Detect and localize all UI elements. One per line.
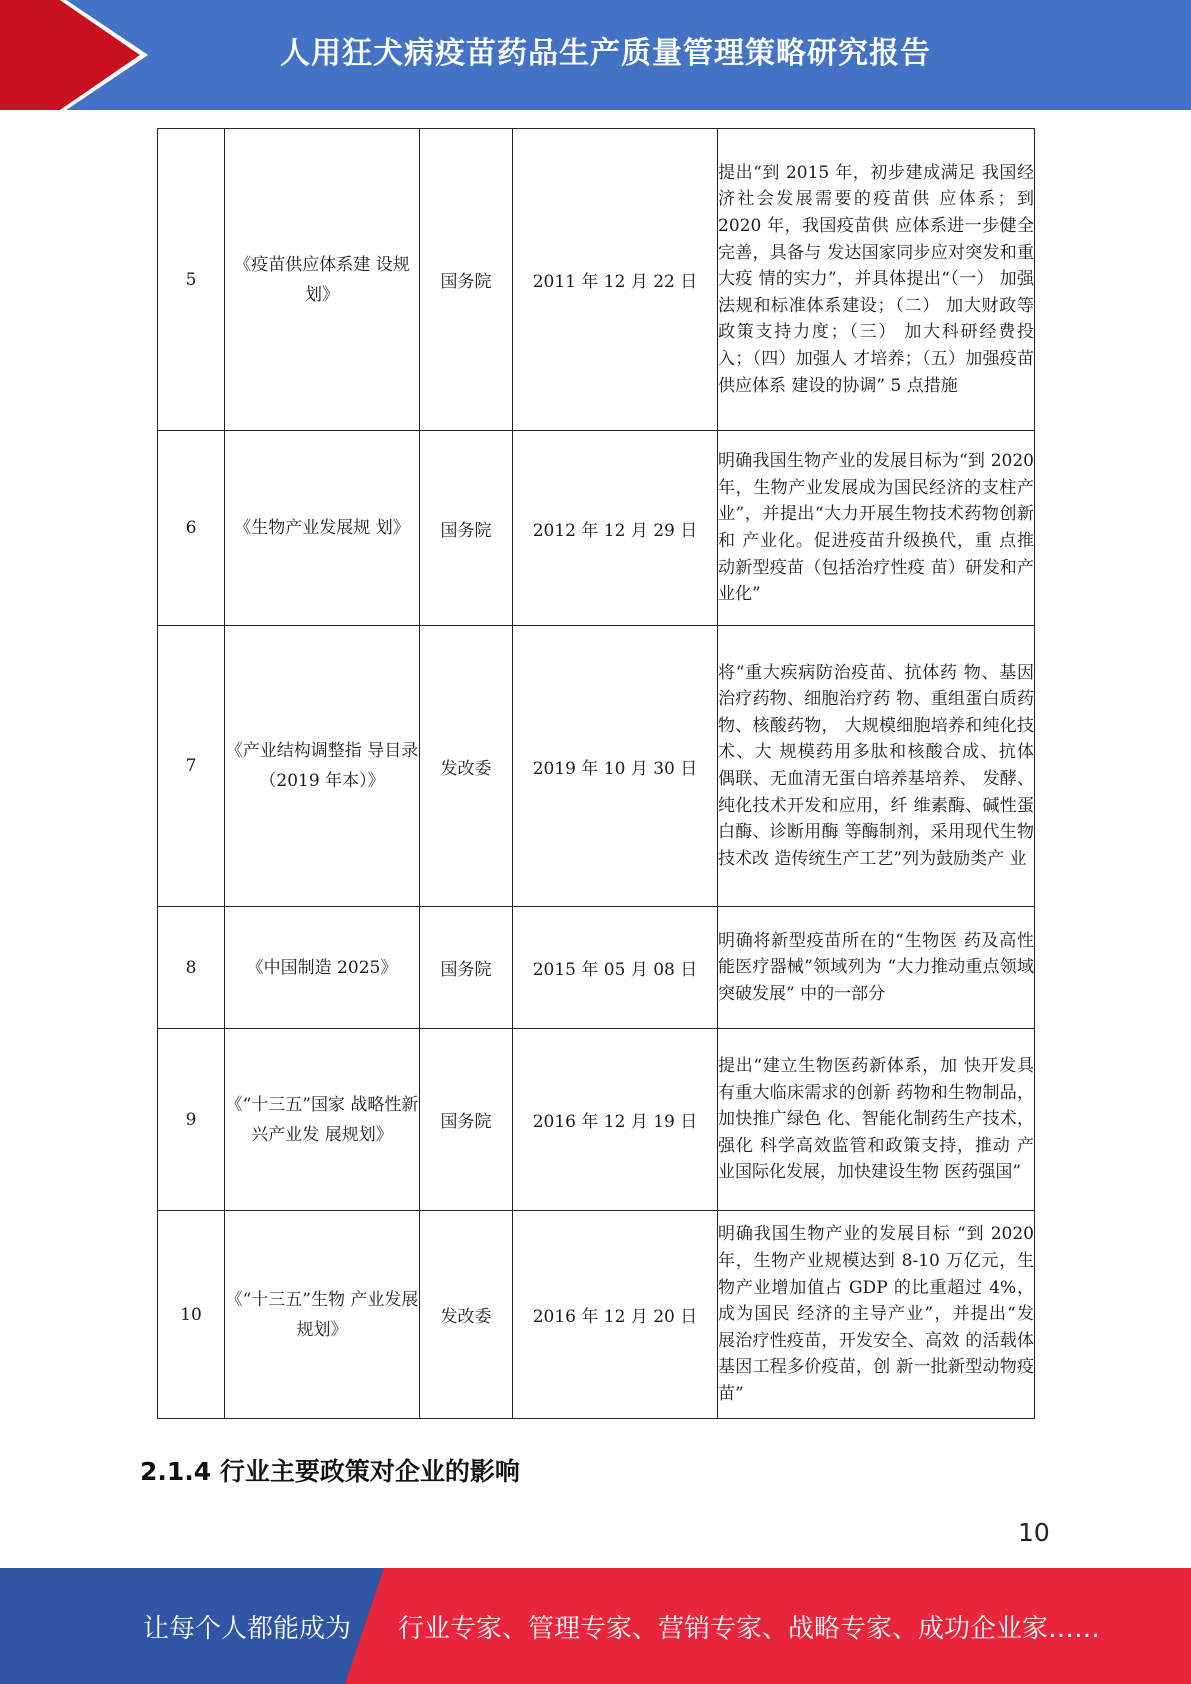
row-number: 7 <box>158 626 225 907</box>
report-title: 人用狂犬病疫苗药品生产质量管理策略研究报告 <box>280 36 931 71</box>
policy-description: 明确将新型疫苗所在的“生物医 药及高性能医疗器械”领域列为 “大力推动重点领域突破发展” 中的一部分 <box>718 907 1035 1029</box>
policy-name: 《中国制造 2025》 <box>225 907 420 1029</box>
table-row <box>158 907 1035 1029</box>
issuing-authority: 国务院 <box>420 129 513 431</box>
policy-name: 《“十三五”国家 战略性新兴产业发 展规划》 <box>225 1029 420 1211</box>
issue-date: 2015 年 05 月 08 日 <box>513 907 718 1029</box>
policy-name: 《产业结构调整指 导目录（2019 年本）》 <box>225 626 420 907</box>
row-number: 9 <box>158 1029 225 1211</box>
issuing-authority: 国务院 <box>420 431 513 626</box>
issuing-authority: 国务院 <box>420 907 513 1029</box>
footer-slogan-right: 行业专家、管理专家、营销专家、战略专家、成功企业家…… <box>398 1614 1101 1644</box>
footer-slogan-left: 让每个人都能成为 <box>143 1614 352 1644</box>
policy-description: 提出“到 2015 年，初步建成满足 我国经济社会发展需要的疫苗供 应体系；到 2020 年，我国疫苗供 应体系进一步健全完善，具备与 发达国家同步应对突发和重大疫 情的实力”，并具体提出“（一） 加强法规和标准体系建设；（二） 加大财政等政策支持力度；（三） 加大科研经费投入；（四）加强人 才培养；（五）加强疫苗供应体系 建设的协调” 5 点措施 <box>718 129 1035 431</box>
row-number: 6 <box>158 431 225 626</box>
policy-name: 《生物产业发展规 划》 <box>225 431 420 626</box>
issue-date: 2019 年 10 月 30 日 <box>513 626 718 907</box>
row-number: 10 <box>158 1211 225 1419</box>
page-header <box>0 0 1191 110</box>
policy-description: 明确我国生物产业的发展目标为“到 2020 年，生物产业发展成为国民经济的支柱产业”，并提出“大力开展生物技术药物创新和 产业化。促进疫苗升级换代，重 点推动新型疫苗（包括治疗性疫 苗）研发和产业化” <box>718 431 1035 626</box>
policy-description: 将“重大疾病防治疫苗、抗体药 物、基因治疗药物、细胞治疗药 物、重组蛋白质药物、核酸药物， 大规模细胞培养和纯化技术、大 规模药用多肽和核酸合成、抗体 偶联、无血清无蛋白培养基培养、 发酵、纯化技术开发和应用，纤 维素酶、碱性蛋白酶、诊断用酶 等酶制剂，采用现代生物技术改 造传统生产工艺”列为鼓励类产 业 <box>718 626 1035 907</box>
issue-date: 2011 年 12 月 22 日 <box>513 129 718 431</box>
policy-description: 明确我国生物产业的发展目标 “到 2020 年，生物产业规模达到 8-10 万亿元，生物产业增加值占 GDP 的比重超过 4%，成为国民 经济的主导产业”，并提出“发 展治疗性疫苗，开发安全、高效 的活载体基因工程多价疫苗，创 新一批新型动物疫苗” <box>718 1211 1035 1419</box>
issuing-authority: 发改委 <box>420 626 513 907</box>
issue-date: 2016 年 12 月 19 日 <box>513 1029 718 1211</box>
table-row <box>158 1211 1035 1419</box>
issuing-authority: 发改委 <box>420 1211 513 1419</box>
row-number: 8 <box>158 907 225 1029</box>
policy-name: 《疫苗供应体系建 设规划》 <box>225 129 420 431</box>
section-heading: 2.1.4 行业主要政策对企业的影响 <box>140 1457 520 1486</box>
page-number: 10 <box>1018 1518 1050 1547</box>
policy-table <box>157 128 1035 1419</box>
policy-name: 《“十三五”生物 产业发展规划》 <box>225 1211 420 1419</box>
table-row <box>158 626 1035 907</box>
table-row <box>158 431 1035 626</box>
row-number: 5 <box>158 129 225 431</box>
issuing-authority: 国务院 <box>420 1029 513 1211</box>
table-row <box>158 1029 1035 1211</box>
issue-date: 2012 年 12 月 29 日 <box>513 431 718 626</box>
issue-date: 2016 年 12 月 20 日 <box>513 1211 718 1419</box>
policy-description: 提出“建立生物医药新体系，加 快开发具有重大临床需求的创新 药物和生物制品，加快推广绿色 化、智能化制药生产技术，强化 科学高效监管和政策支持，推动 产业国际化发展，加快建设生物 医药强国” <box>718 1029 1035 1211</box>
page-footer <box>0 1568 1191 1684</box>
table-row <box>158 129 1035 431</box>
